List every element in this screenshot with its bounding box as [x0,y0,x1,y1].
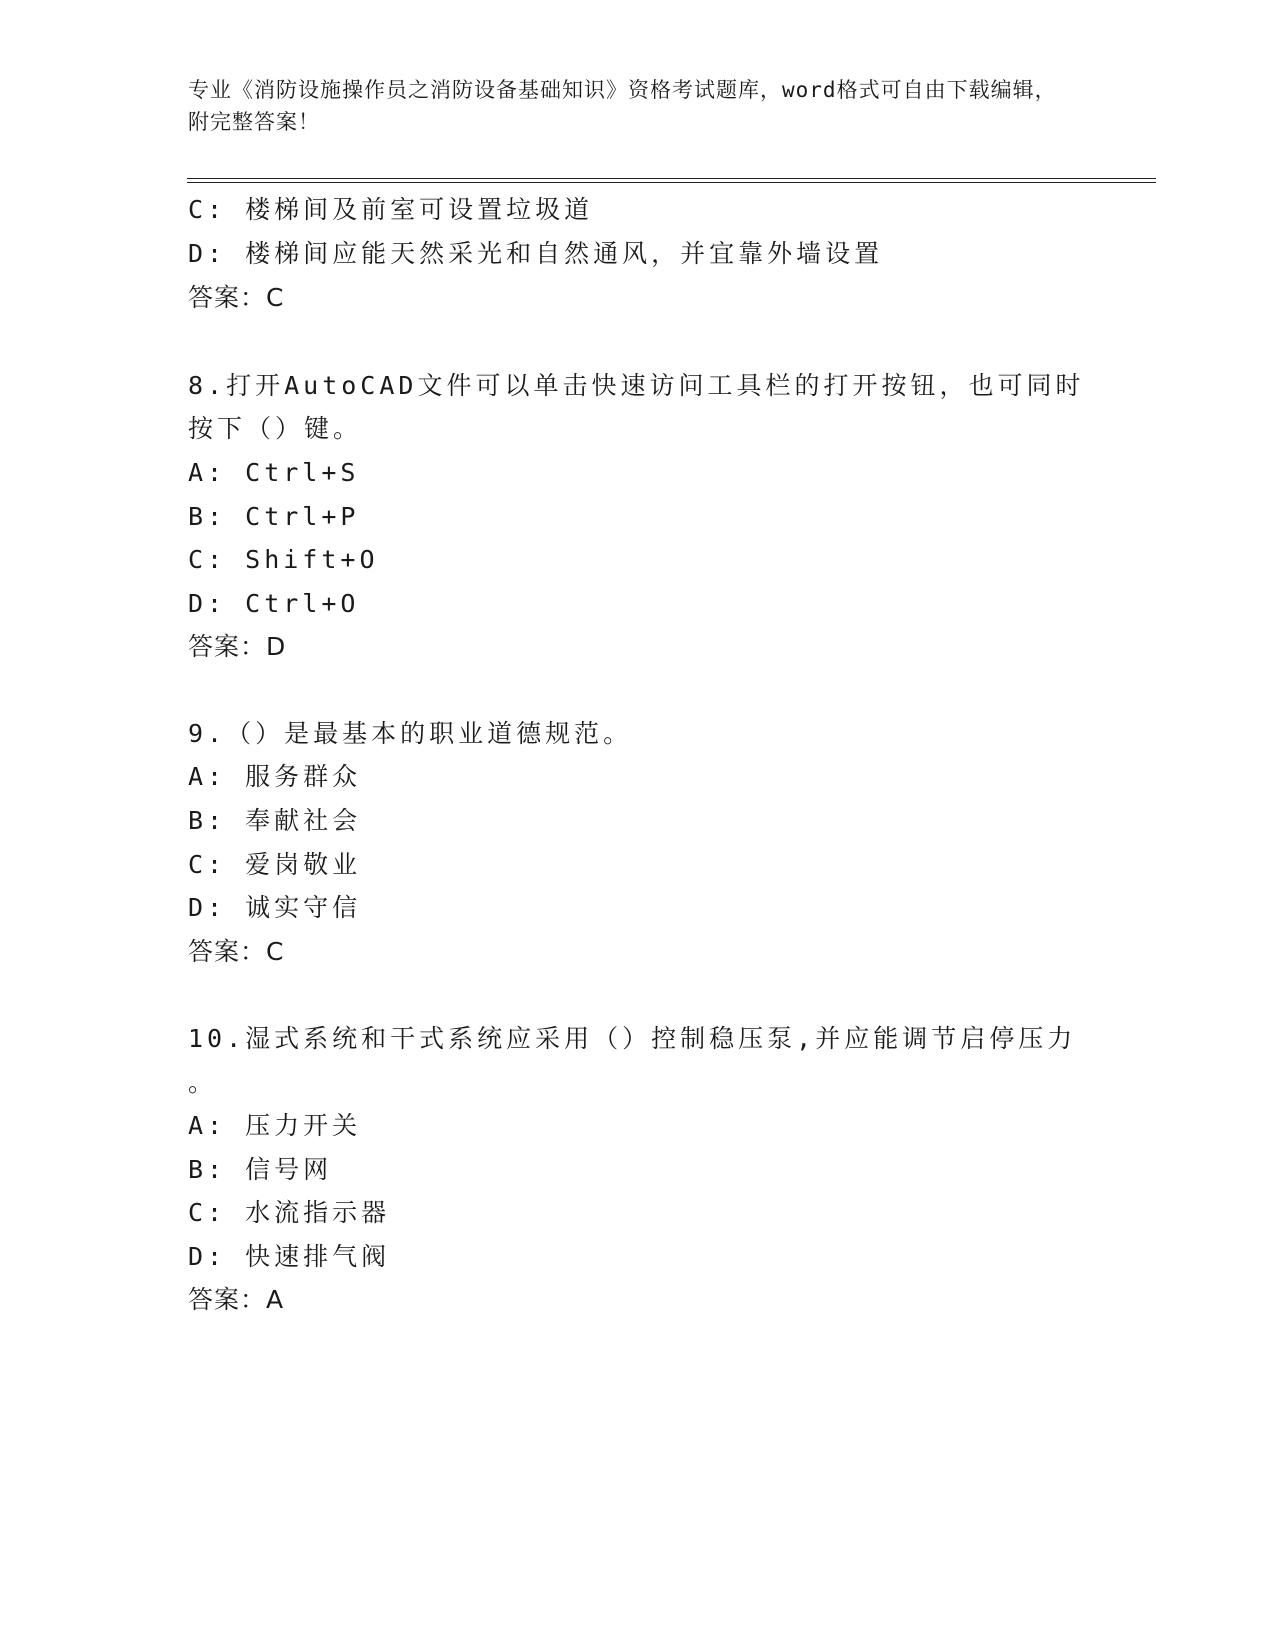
question-stem-continued: 。 [188,1068,218,1097]
header-divider [187,178,1156,183]
document-header: 专业《消防设施操作员之消防设备基础知识》资格考试题库，word格式可自由下载编辑，附完整答案！ [188,78,1057,134]
option-d: D: 楼梯间应能天然采光和自然通风，并宜靠外墙设置 [188,239,884,268]
answer: 答案：A [188,1285,285,1314]
option-d: D: Ctrl+O [188,589,360,618]
option-c: C: 水流指示器 [188,1198,391,1227]
answer: 答案：D [188,632,287,661]
answer: 答案：C [188,283,285,312]
option-b: B: 信号网 [188,1155,333,1184]
option-b: B: Ctrl+P [188,502,360,531]
option-a: A: 服务群众 [188,762,362,791]
option-a: A: Ctrl+S [188,458,360,487]
question-stem: 8.打开AutoCAD文件可以单击快速访问工具栏的打开按钮，也可同时 [188,371,1085,400]
option-c: C: 楼梯间及前室可设置垃圾道 [188,195,594,224]
answer: 答案：C [188,937,285,966]
option-a: A: 压力开关 [188,1111,362,1140]
option-c: C: 爱岗敬业 [188,850,362,879]
question-stem-continued: 按下（）键。 [188,414,363,443]
option-c: C: Shift+O [188,545,379,574]
option-d: D: 快速排气阀 [188,1242,391,1271]
question-stem: 10.湿式系统和干式系统应采用（）控制稳压泵,并应能调节启停压力 [188,1024,1077,1053]
option-b: B: 奉献社会 [188,806,362,835]
question-stem: 9.（）是最基本的职业道德规范。 [188,719,633,748]
option-d: D: 诚实守信 [188,893,362,922]
